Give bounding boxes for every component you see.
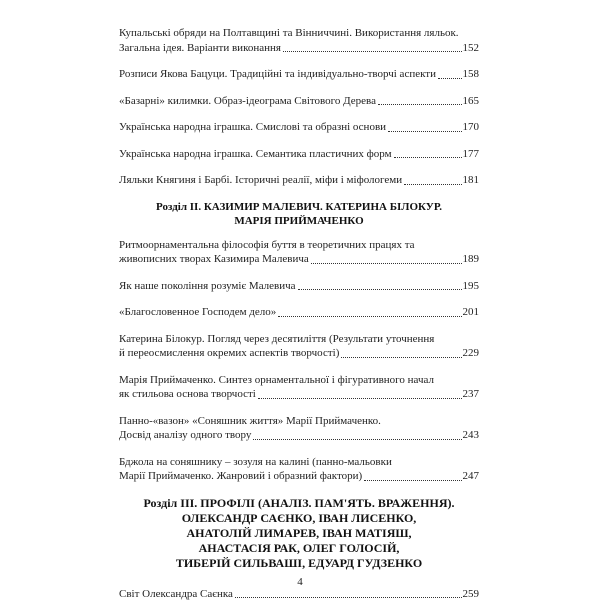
toc-page-number: 259 (463, 587, 480, 601)
dot-leader (364, 480, 461, 481)
toc-page-number: 247 (463, 469, 480, 484)
toc-entry-title-line: Розписи Якова Бацуци. Традиційні та індивідуально-творчі аспекти (119, 67, 436, 82)
toc-entry-title-line: Світ Олександра Саєнка (119, 587, 233, 601)
toc-entry-title-line: Бджола на соняшнику – зозуля на калині (панно-мальовки (119, 455, 479, 470)
toc-entry-title-line: Катерина Білокур. Погляд через десятиліття (Результати уточнення (119, 332, 479, 347)
toc-entry (119, 94, 479, 109)
toc-group-2 (119, 238, 479, 484)
dot-leader (253, 439, 461, 440)
toc-entry-title-line: Панно-«вазон» «Соняшник життя» Марії Приймаченко. (119, 414, 479, 429)
toc-entry-title-line: як стильова основа творчості (119, 387, 256, 402)
dot-leader (258, 398, 462, 399)
toc-entry (119, 305, 479, 320)
toc-entry (119, 279, 479, 294)
toc-page-number: 181 (463, 173, 480, 188)
table-of-contents (119, 26, 479, 601)
toc-page-number: 170 (463, 120, 480, 135)
toc-entry-title-line: «Благословенное Господем дело» (119, 305, 276, 320)
toc-page-number: 237 (463, 387, 480, 402)
toc-page-number: 243 (463, 428, 480, 443)
toc-entry (119, 414, 479, 443)
toc-entry-last-line (119, 279, 479, 294)
toc-page-number: 195 (463, 279, 480, 294)
toc-entry-title-line: Загальна ідея. Варіанти виконання (119, 41, 281, 56)
toc-entry-title-line: Досвід аналізу одного твору (119, 428, 251, 443)
toc-entry (119, 455, 479, 484)
section-heading-line: ТИБЕРІЙ СИЛЬВАШІ, ЕДУАРД ГУДЗЕНКО (119, 556, 479, 571)
toc-group-3 (119, 587, 479, 601)
toc-page-number: 165 (463, 94, 480, 109)
toc-entry-last-line (119, 173, 479, 188)
toc-entry-title-line: й переосмислення окремих аспектів творчості) (119, 346, 339, 361)
dot-leader (394, 157, 462, 158)
toc-page-number: 229 (463, 346, 480, 361)
toc-entry-last-line (119, 41, 479, 56)
toc-entry (119, 373, 479, 402)
toc-entry-title-line: Українська народна іграшка. Семантика пластичних форм (119, 147, 392, 162)
toc-entry-last-line (119, 346, 479, 361)
toc-entry (119, 238, 479, 267)
toc-entry-title-line: Марія Приймаченко. Синтез орнаментальної і фігуративного начал (119, 373, 479, 388)
section-heading-2 (119, 200, 479, 228)
section-heading-line: Розділ ІІІ. ПРОФІЛІ (АНАЛІЗ. ПАМ'ЯТЬ. ВРАЖЕННЯ). (119, 496, 479, 511)
section-heading-line: АНАСТАСІЯ РАК, ОЛЕГ ГОЛОСІЙ, (119, 541, 479, 556)
toc-entry (119, 173, 479, 188)
dot-leader (278, 316, 461, 317)
toc-entry-last-line (119, 147, 479, 162)
toc-entry-last-line (119, 587, 479, 601)
toc-entry-title-line: Українська народна іграшка. Смислові та образні основи (119, 120, 386, 135)
toc-entry-title-line: Марії Приймаченко. Жанровий і образний фактори) (119, 469, 362, 484)
toc-entry (119, 147, 479, 162)
toc-entry-title-line: Як наше покоління розуміє Малевича (119, 279, 296, 294)
toc-entry-title-line: «Базарні» килимки. Образ-ідеограма Світового Дерева (119, 94, 376, 109)
dot-leader (283, 51, 462, 52)
dot-leader (298, 289, 462, 290)
section-heading-3 (119, 496, 479, 571)
dot-leader (388, 131, 461, 132)
toc-entry-last-line (119, 387, 479, 402)
toc-entry (119, 67, 479, 82)
toc-page-number: 152 (463, 41, 480, 56)
toc-entry-last-line (119, 120, 479, 135)
toc-group-1 (119, 26, 479, 188)
toc-entry-title-line: Ляльки Княгиня і Барбі. Історичні реалії, міфи і міфологеми (119, 173, 402, 188)
toc-page-number: 177 (463, 147, 480, 162)
section-heading-line: МАРІЯ ПРИЙМАЧЕНКО (119, 214, 479, 228)
toc-entry (119, 587, 479, 601)
toc-entry (119, 26, 479, 55)
toc-entry-last-line (119, 305, 479, 320)
page-number: 4 (0, 576, 600, 588)
toc-entry-title-line: Ритмоорнаментальна філософія буття в теоретичних працях та (119, 238, 479, 253)
toc-entry-last-line (119, 94, 479, 109)
section-heading-line: Розділ ІІ. КАЗИМИР МАЛЕВИЧ. КАТЕРИНА БІЛОКУР. (119, 200, 479, 214)
dot-leader (404, 184, 461, 185)
toc-entry-last-line (119, 67, 479, 82)
toc-page-number: 201 (463, 305, 480, 320)
toc-entry (119, 332, 479, 361)
dot-leader (235, 597, 462, 598)
toc-page-number: 189 (463, 252, 480, 267)
toc-entry-title-line: Купальські обряди на Полтавщині та Вінниччині. Використання ляльок. (119, 26, 479, 41)
toc-entry-last-line (119, 469, 479, 484)
toc-entry-last-line (119, 252, 479, 267)
dot-leader (378, 104, 462, 105)
toc-entry-title-line: живописних творах Казимира Малевича (119, 252, 309, 267)
section-heading-line: АНАТОЛІЙ ЛИМАРЕВ, ІВАН МАТІЯШ, (119, 526, 479, 541)
section-heading-line: ОЛЕКСАНДР САЄНКО, ІВАН ЛИСЕНКО, (119, 511, 479, 526)
dot-leader (341, 357, 461, 358)
dot-leader (311, 263, 462, 264)
dot-leader (438, 78, 462, 79)
toc-page-number: 158 (463, 67, 480, 82)
toc-entry (119, 120, 479, 135)
toc-entry-last-line (119, 428, 479, 443)
